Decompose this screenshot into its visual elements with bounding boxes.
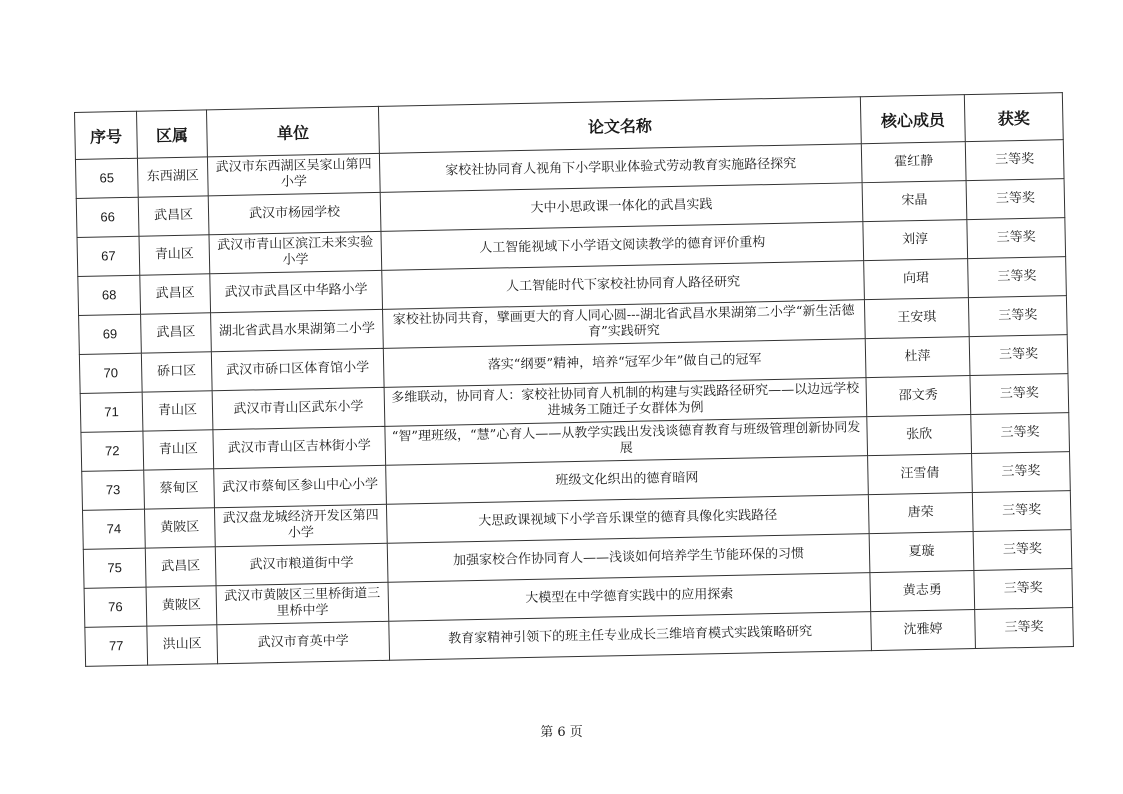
cell-award: 三等奖 xyxy=(972,491,1071,532)
cell-title: 教育家精神引领下的班主任专业成长三维培育模式实践策略研究 xyxy=(389,612,872,661)
cell-award: 三等奖 xyxy=(974,569,1073,610)
cell-unit: 武汉市青山区武东小学 xyxy=(212,387,385,429)
cell-unit: 武汉市东西湖区吴家山第四小学 xyxy=(207,153,380,195)
cell-district: 蔡甸区 xyxy=(144,469,215,509)
cell-seq: 71 xyxy=(80,392,143,432)
cell-title: 大模型在中学德育实践中的应用探索 xyxy=(388,573,871,622)
cell-member: 霍红静 xyxy=(861,142,966,183)
cell-member: 宋晶 xyxy=(862,181,967,222)
header-district: 区属 xyxy=(136,110,207,158)
cell-unit: 武汉市青山区滨江未来实验小学 xyxy=(209,231,382,273)
cell-seq: 70 xyxy=(79,353,142,393)
cell-seq: 77 xyxy=(85,626,148,666)
cell-seq: 76 xyxy=(84,587,147,627)
cell-member: 汪雪倩 xyxy=(868,454,973,495)
cell-district: 武昌区 xyxy=(141,313,212,353)
cell-seq: 66 xyxy=(76,197,139,237)
cell-unit: 武汉市黄陂区三里桥街道三里桥中学 xyxy=(216,582,389,624)
cell-unit: 武汉市粮道街中学 xyxy=(215,543,388,585)
cell-award: 三等奖 xyxy=(972,452,1071,493)
cell-seq: 65 xyxy=(75,158,138,198)
cell-award: 三等奖 xyxy=(965,140,1064,181)
cell-district: 武昌区 xyxy=(140,274,211,314)
cell-title: 加强家校合作协同育人——浅谈如何培养学生节能环保的习惯 xyxy=(387,534,870,583)
cell-seq: 69 xyxy=(79,314,142,354)
cell-district: 硚口区 xyxy=(141,352,212,392)
cell-title: 家校社协同共育，擘画更大的育人同心圆---湖北省武昌水果湖第二小学“新生活德育”实践研究 xyxy=(383,300,866,349)
page-number: 第 6 页 xyxy=(540,725,583,740)
cell-award: 三等奖 xyxy=(968,257,1067,298)
cell-seq: 73 xyxy=(82,470,145,510)
header-seq: 序号 xyxy=(75,111,138,159)
cell-unit: 武汉市硚口区体育馆小学 xyxy=(211,348,384,390)
cell-member: 沈雅婷 xyxy=(871,610,976,651)
cell-seq: 74 xyxy=(82,509,145,549)
cell-unit: 武汉市武昌区中华路小学 xyxy=(210,270,383,312)
cell-member: 张欣 xyxy=(867,415,972,456)
cell-title: “智”理班级，“慧”心育人——从教学实践出发浅谈德育教育与班级管理创新协同发展 xyxy=(385,417,868,466)
cell-title: 班级文化织出的德育暗网 xyxy=(386,456,869,505)
header-unit: 单位 xyxy=(206,106,379,156)
cell-district: 东西湖区 xyxy=(137,157,208,197)
cell-unit: 武汉市育英中学 xyxy=(217,621,390,663)
cell-unit: 武汉盘龙城经济开发区第四小学 xyxy=(214,504,387,546)
cell-award: 三等奖 xyxy=(966,179,1065,220)
cell-seq: 75 xyxy=(83,548,146,588)
header-title: 论文名称 xyxy=(378,97,861,154)
cell-member: 夏璇 xyxy=(869,532,974,573)
cell-seq: 67 xyxy=(77,236,140,276)
cell-district: 青山区 xyxy=(142,391,213,431)
cell-award: 三等奖 xyxy=(975,608,1074,649)
cell-award: 三等奖 xyxy=(968,296,1067,337)
cell-award: 三等奖 xyxy=(967,218,1066,259)
cell-award: 三等奖 xyxy=(970,374,1069,415)
header-award: 获奖 xyxy=(964,93,1063,142)
cell-unit: 武汉市杨园学校 xyxy=(208,192,381,234)
cell-title: 人工智能时代下家校社协同育人路径研究 xyxy=(382,261,865,310)
cell-award: 三等奖 xyxy=(969,335,1068,376)
cell-member: 刘淳 xyxy=(863,220,968,261)
cell-title: 家校社协同育人视角下小学职业体验式劳动教育实施路径探究 xyxy=(379,144,862,193)
cell-district: 武昌区 xyxy=(138,196,209,236)
cell-title: 落实“纲要”精神，培养“冠军少年”做自己的冠军 xyxy=(383,339,866,388)
cell-unit: 湖北省武昌水果湖第二小学 xyxy=(211,309,384,351)
cell-title: 人工智能视域下小学语文阅读教学的德育评价重构 xyxy=(381,222,864,271)
awards-table xyxy=(74,92,1074,667)
cell-member: 向珺 xyxy=(864,259,969,300)
cell-seq: 72 xyxy=(81,431,144,471)
cell-district: 青山区 xyxy=(143,430,214,470)
cell-seq: 68 xyxy=(78,275,141,315)
cell-member: 邵文秀 xyxy=(866,376,971,417)
header-member: 核心成员 xyxy=(860,95,965,144)
cell-member: 王安琪 xyxy=(864,298,969,339)
cell-unit: 武汉市蔡甸区参山中心小学 xyxy=(214,465,387,507)
cell-title: 多维联动，协同育人：家校社协同育人机制的构建与实践路径研究——以边远学校进城务工随迁子女群体为例 xyxy=(384,378,867,427)
cell-district: 洪山区 xyxy=(147,625,218,665)
cell-unit: 武汉市青山区吉林街小学 xyxy=(213,426,386,468)
cell-title: 大思政课视域下小学音乐课堂的德育具像化实践路径 xyxy=(386,495,869,544)
table-wrapper xyxy=(74,92,1073,667)
cell-member: 杜萍 xyxy=(865,337,970,378)
cell-district: 武昌区 xyxy=(145,547,216,587)
cell-district: 黄陂区 xyxy=(144,508,215,548)
cell-award: 三等奖 xyxy=(973,530,1072,571)
cell-district: 青山区 xyxy=(139,235,210,275)
cell-district: 黄陂区 xyxy=(146,586,217,626)
cell-title: 大中小思政课一体化的武昌实践 xyxy=(380,183,863,232)
cell-member: 黄志勇 xyxy=(870,571,975,612)
cell-member: 唐荣 xyxy=(868,493,973,534)
cell-award: 三等奖 xyxy=(971,413,1070,454)
